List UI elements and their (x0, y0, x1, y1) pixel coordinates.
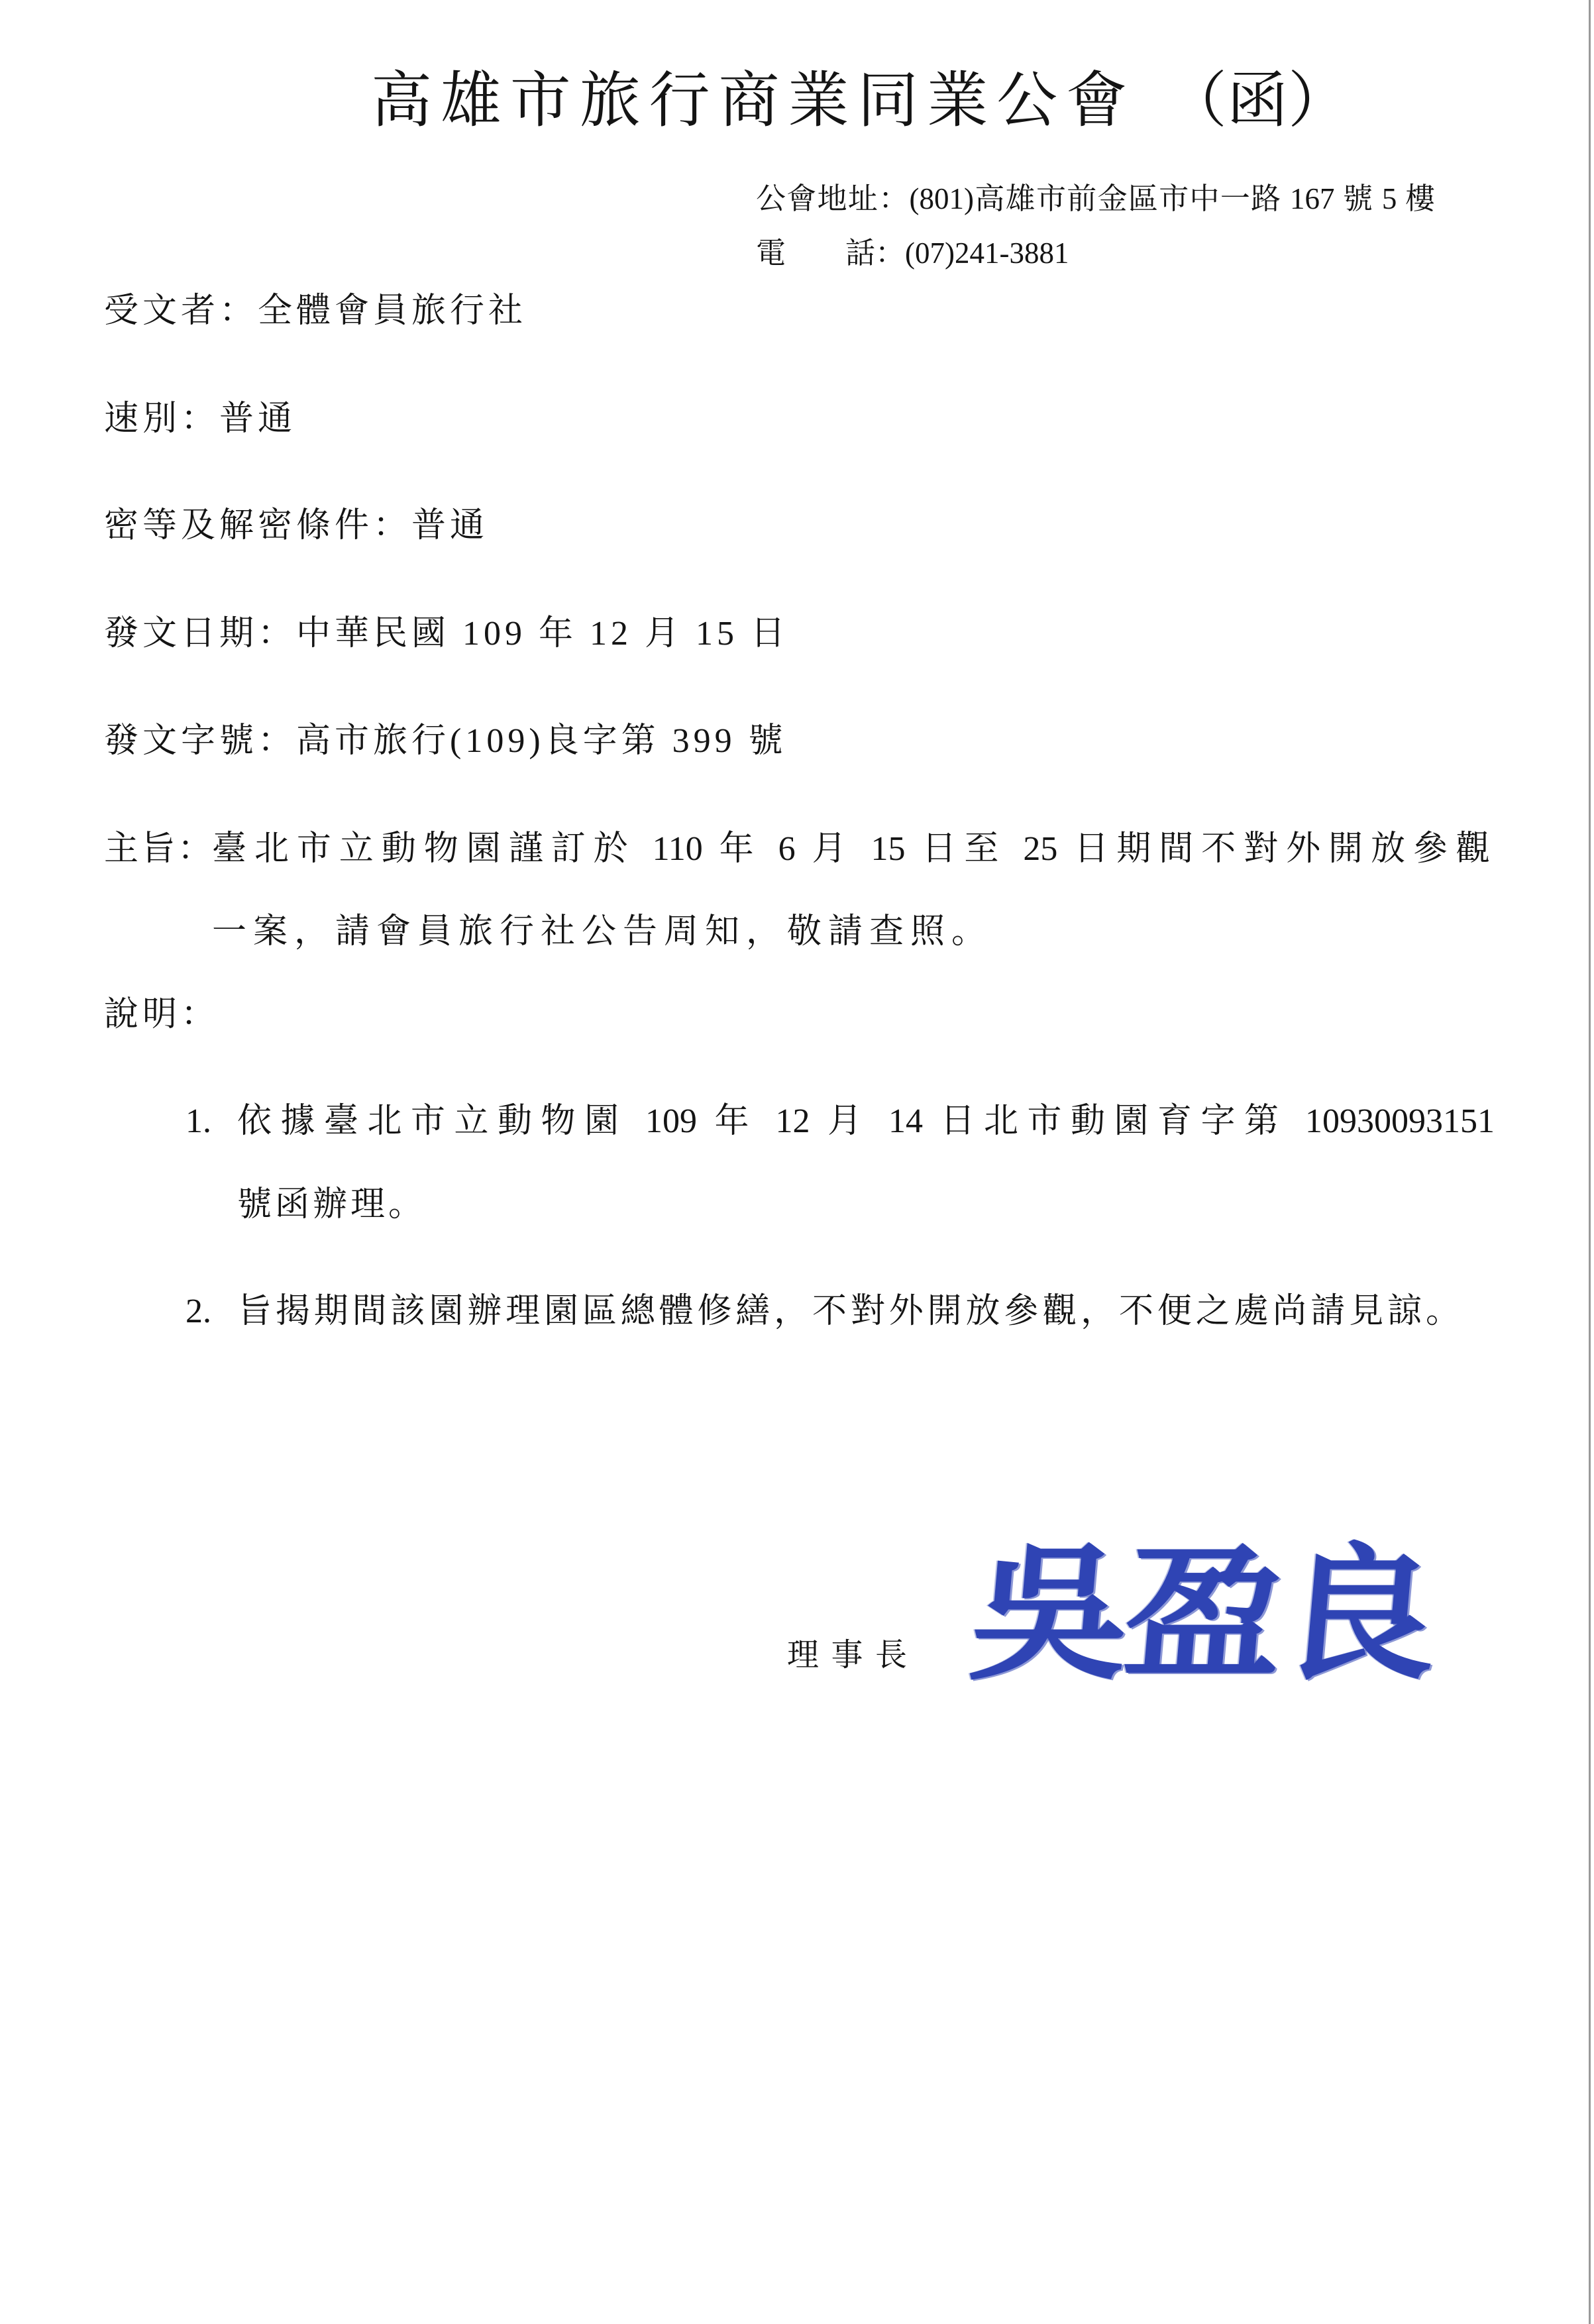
organization-title: 高雄市旅行商業同業公會 (371, 67, 1127, 134)
field-value: 普通 (411, 507, 489, 545)
document-type: （函） (1166, 67, 1350, 134)
signatory-title: 理事長 (787, 1638, 907, 1673)
field-label: 速別： (104, 400, 220, 438)
subject-line: 臺北市立動物園謹訂於 110 年 6 月 15 日至 25 日期間不對外開放參觀 (212, 830, 1490, 868)
subject-label: 主旨： (104, 830, 212, 868)
explanation-label: 說明： (104, 996, 220, 1033)
field-label: 發文日期： (104, 615, 297, 653)
handwritten-signature: 吳盈良 (963, 1528, 1440, 1700)
issue-date-field (104, 617, 789, 651)
document-number-field (104, 724, 787, 759)
list-item-number: 2. (186, 1293, 211, 1330)
classification-field (104, 509, 488, 543)
list-item-line: 依據臺北市立動物園 109 年 12 月 14 日北市動園育字第 10930093151 (237, 1102, 1495, 1140)
field-label: 密等及解密條件： (104, 507, 412, 545)
list-item-line: 旨揭期間該園辦理園區總體修繕，不對外開放參觀，不便之處尚請見諒。 (237, 1293, 1460, 1330)
field-value: 全體會員旅行社 (258, 292, 527, 330)
list-item-line: 號函辦理。 (237, 1186, 427, 1224)
organization-phone: 電 話：(07)241-3881 (756, 237, 1069, 270)
organization-address: 公會地址：(801)高雄市前金區市中一路 167 號 5 樓 (756, 182, 1435, 215)
priority-field (104, 402, 296, 437)
field-value: 中華民國 109 年 12 月 15 日 (296, 615, 790, 653)
field-value: 高市旅行(109)良字第 399 號 (296, 722, 787, 760)
field-label: 受文者： (104, 292, 258, 330)
scan-page-edge (1589, 0, 1591, 2324)
field-label: 發文字號： (104, 722, 297, 760)
list-item-number: 1. (186, 1102, 211, 1140)
recipient-field (104, 294, 527, 329)
subject-line: 一案，請會員旅行社公告周知，敬請查照。 (212, 913, 986, 951)
field-value: 普通 (219, 400, 297, 438)
